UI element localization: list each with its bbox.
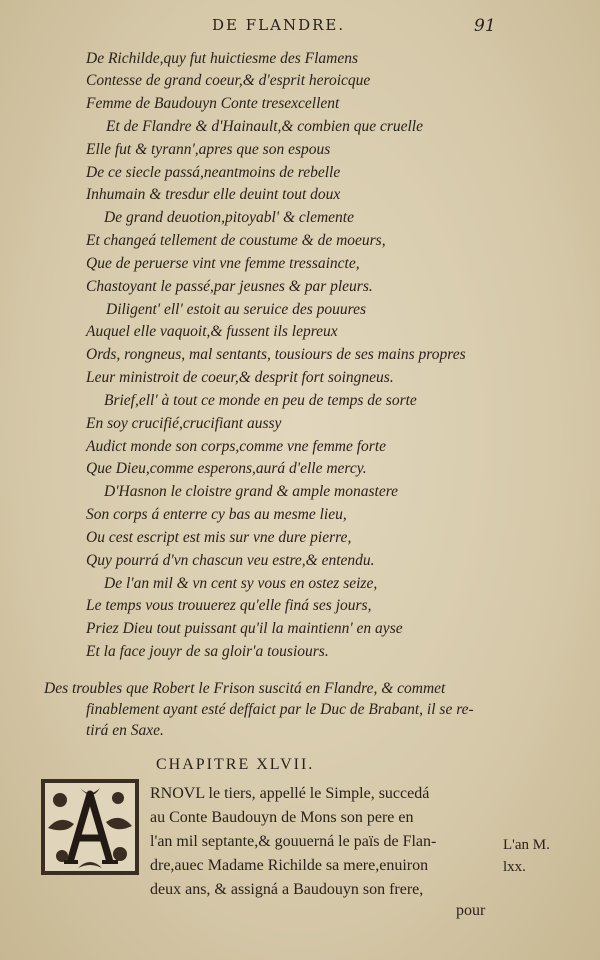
running-title: DE FLANDRE. [212,16,346,34]
verse-line: Auquel elle vaquoit,& fussent ils lepreux [86,323,338,340]
verse-line: Ou cest escript est mis sur vne dure pierre, [86,529,352,546]
running-head [0,16,600,40]
verse-line: Que de peruerse vint vne femme tressaincte, [86,255,360,272]
body-line: RNOVL le tiers, appellé le Simple, succedá [150,785,430,802]
verse-line: Et la face jouyr de sa gloir'a tousiours. [86,643,329,660]
verse-line: D'Hasnon le cloistre grand & ample monastere [104,483,399,500]
margin-note-line: L'an M. [503,837,550,853]
verse-line: De Richilde,quy fut huictiesme des Flamens [86,50,359,67]
body-line: dre,auec Madame Richilde sa mere,enuiron [150,857,429,874]
margin-note [503,834,550,878]
verse-line: De l'an mil & vn cent sy vous en ostez seize, [104,575,378,592]
body-line: l'an mil septante,& gouuerná le païs de Flan- [150,833,437,850]
verse-line: Quy pourrá d'vn chascun veu estre,& entendu. [86,552,375,569]
verse-line: Inhumain & tresdur elle deuint tout doux [86,186,341,203]
margin-note-line: lxx. [503,859,526,875]
verse-line: Et de Flandre & d'Hainault,& combien que cruelle [106,118,423,135]
verse-line: Que Dieu,comme esperons,aurá d'elle mercy. [86,460,367,477]
ornamental-initial-a-image [40,778,140,876]
chapter-heading: CHAPITRE XLVII. [156,756,315,773]
verse-line: Elle fut & tyrann',apres que son espous [86,141,331,158]
catchword: pour [456,902,486,919]
verse-line: Femme de Baudouyn Conte tresexcellent [86,95,340,112]
verse-line: De grand deuotion,pitoyabl' & clemente [104,209,354,226]
summary-line: Des troubles que Robert le Frison suscitá en Flandre, & commet [44,680,446,697]
ornamental-initial-a [40,778,140,876]
verse-line: Brief,ell' à tout ce monde en peu de temps de sorte [104,392,417,409]
verse-line: De ce siecle passá,neantmoins de rebelle [86,164,341,181]
body-line: deux ans, & assigná a Baudouyn son frere, [150,881,424,898]
verse-line: Contesse de grand coeur,& d'esprit heroicque [86,72,371,89]
page-number: 91 [474,16,496,36]
verse-line: Diligent' ell' estoit au seruice des pouures [106,301,367,318]
verse-line: Audict monde son corps,comme vne femme forte [86,438,387,455]
verse-line: Chastoyant le passé,par jeusnes & par pleurs. [86,278,373,295]
chapter-body [150,782,510,902]
body-line: au Conte Baudouyn de Mons son pere en [150,809,414,826]
verse-line: Le temps vous trouuerez qu'elle finá ses jours, [86,597,372,614]
verse-line: En soy crucifié,crucifiant aussy [86,415,282,432]
verse-line: Leur ministroit de coeur,& desprit fort soingneus. [86,369,394,386]
chapter-summary [44,678,564,741]
verse-line: Ords, rongneus, mal sentants, tousiours de ses mains propres [86,346,466,363]
verse-line: Priez Dieu tout puissant qu'il la maintienn' en ayse [86,620,403,637]
verse-line: Son corps á enterre cy bas au mesme lieu, [86,506,347,523]
summary-line: finablement ayant esté deffaict par le Duc de Brabant, il se re- [86,701,474,718]
verse-line: Et changeá tellement de coustume & de moeurs, [86,232,386,249]
summary-line: tirá en Saxe. [86,722,164,739]
